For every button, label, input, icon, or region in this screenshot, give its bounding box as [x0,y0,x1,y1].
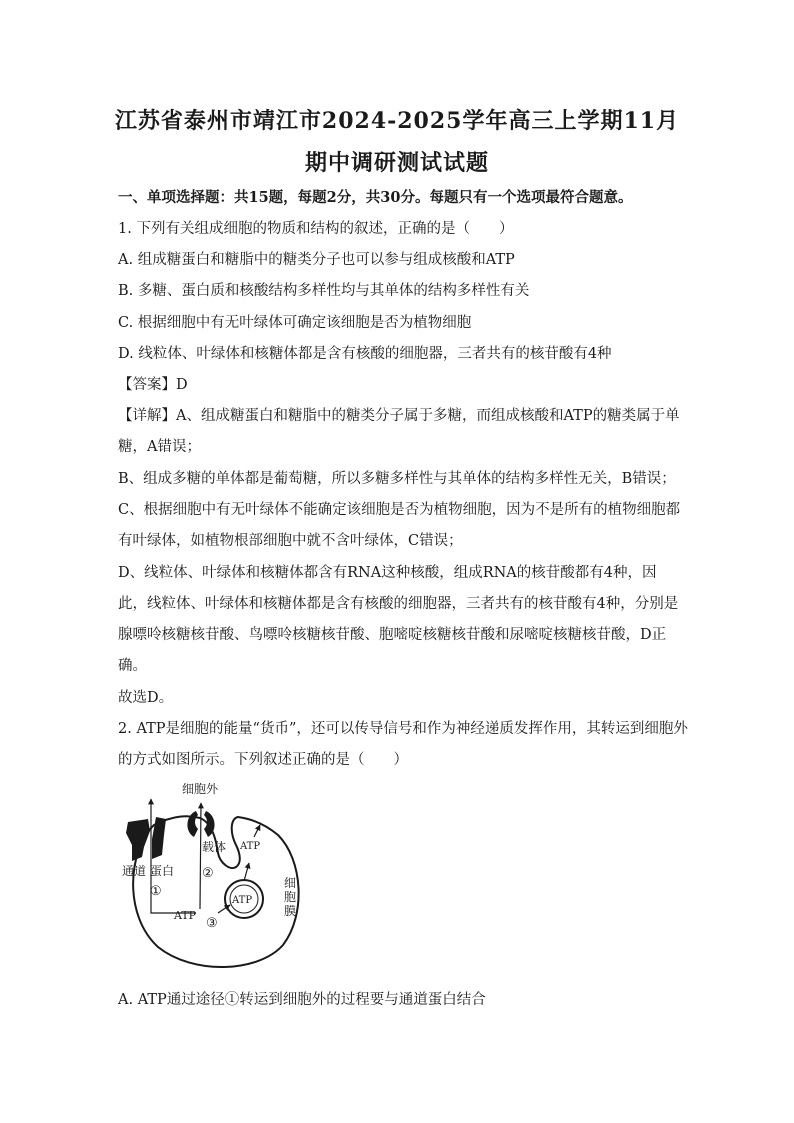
channel-protein-shape [126,819,150,861]
channel-protein-shape [152,817,166,859]
label-path3: ③ [206,916,218,931]
q1-explanation-line: 腺嘌呤核糖核苷酸、鸟嘌呤核糖核苷酸、胞嘧啶核糖核苷酸和尿嘧啶核糖核苷酸，D正 [118,627,667,643]
section-heading: 一、单项选择题：共15题，每题2分，共30分。每题只有一个选项最符合题意。 [118,189,633,206]
q1-option-a: A. 组成糖蛋白和糖脂中的糖类分子也可以参与组成核酸和ATP [118,252,515,268]
q1-explanation-line: 确。 [118,658,147,674]
label-channel: 通道 [122,864,147,878]
q1-explanation-line: 故选D。 [118,690,174,706]
q1-stem: 1. 下列有关组成细胞的物质和结构的叙述，正确的是（ ） [118,221,514,237]
atp-transport-figure [118,775,308,975]
q1-explanation-line: 此，线粒体、叶绿体和核糖体都是含有核酸的细胞器，三者共有的核苷酸有4种，分别是 [118,596,679,612]
q2-option-a: A. ATP通过途径①转运到细胞外的过程要与通道蛋白结合 [118,992,486,1008]
label-atp-released: ATP [240,841,261,852]
carrier-protein-shape [187,811,198,837]
label-membrane: 细 [284,876,297,890]
release-arrow [254,825,260,837]
q1-explanation-line: 【详解】A、组成糖蛋白和糖脂中的糖类分子属于多糖，而组成核酸和ATP的糖类属于单 [118,408,680,424]
label-atp-vesicle: ATP [232,895,253,906]
vesicle-arrow [244,863,249,881]
q1-option-b: B. 多糖、蛋白质和核酸结构多样性均与其单体的结构多样性有关 [118,283,530,299]
q1-option-c: C. 根据细胞中有无叶绿体可确定该细胞是否为植物细胞 [118,315,472,331]
q1-explanation-line: C、根据细胞中有无叶绿体不能确定该细胞是否为植物细胞，因为不是所有的植物细胞都 [118,502,681,518]
document-title-line2: 期中调研测试试题 [304,150,489,176]
label-path1: ① [150,884,162,899]
label-outside: 细胞外 [182,782,219,796]
q1-answer: 【答案】D [118,377,188,393]
label-carrier: 载体 [202,840,227,854]
label-membrane: 膜 [284,904,297,918]
document-title-line1: 江苏省泰州市靖江市2024-2025学年高三上学期11月 [114,108,680,134]
label-atp-center: ATP [174,909,197,922]
label-protein: 蛋白 [150,864,175,878]
q2-stem-line2: 的方式如图所示。下列叙述正确的是（ ） [118,752,408,768]
q2-stem-line1: 2. ATP是细胞的能量“货币”，还可以传导信号和作为神经递质发挥作用，其转运到细胞外 [118,721,688,737]
label-membrane: 胞 [284,890,297,904]
q1-explanation-line: D、线粒体、叶绿体和核糖体都含有RNA这种核酸，组成RNA的核苷酸都有4种，因 [118,565,657,581]
q1-explanation-line: 有叶绿体，如植物根部细胞中就不含叶绿体，C错误； [118,533,463,549]
label-path2: ② [202,866,214,881]
q1-explanation-line: 糖，A错误； [118,439,201,455]
q1-option-d: D. 线粒体、叶绿体和核糖体都是含有核酸的细胞器，三者共有的核苷酸有4种 [118,346,612,362]
q1-explanation-line: B、组成多糖的单体都是葡萄糖，所以多糖多样性与其单体的结构多样性无关，B错误； [118,471,676,487]
